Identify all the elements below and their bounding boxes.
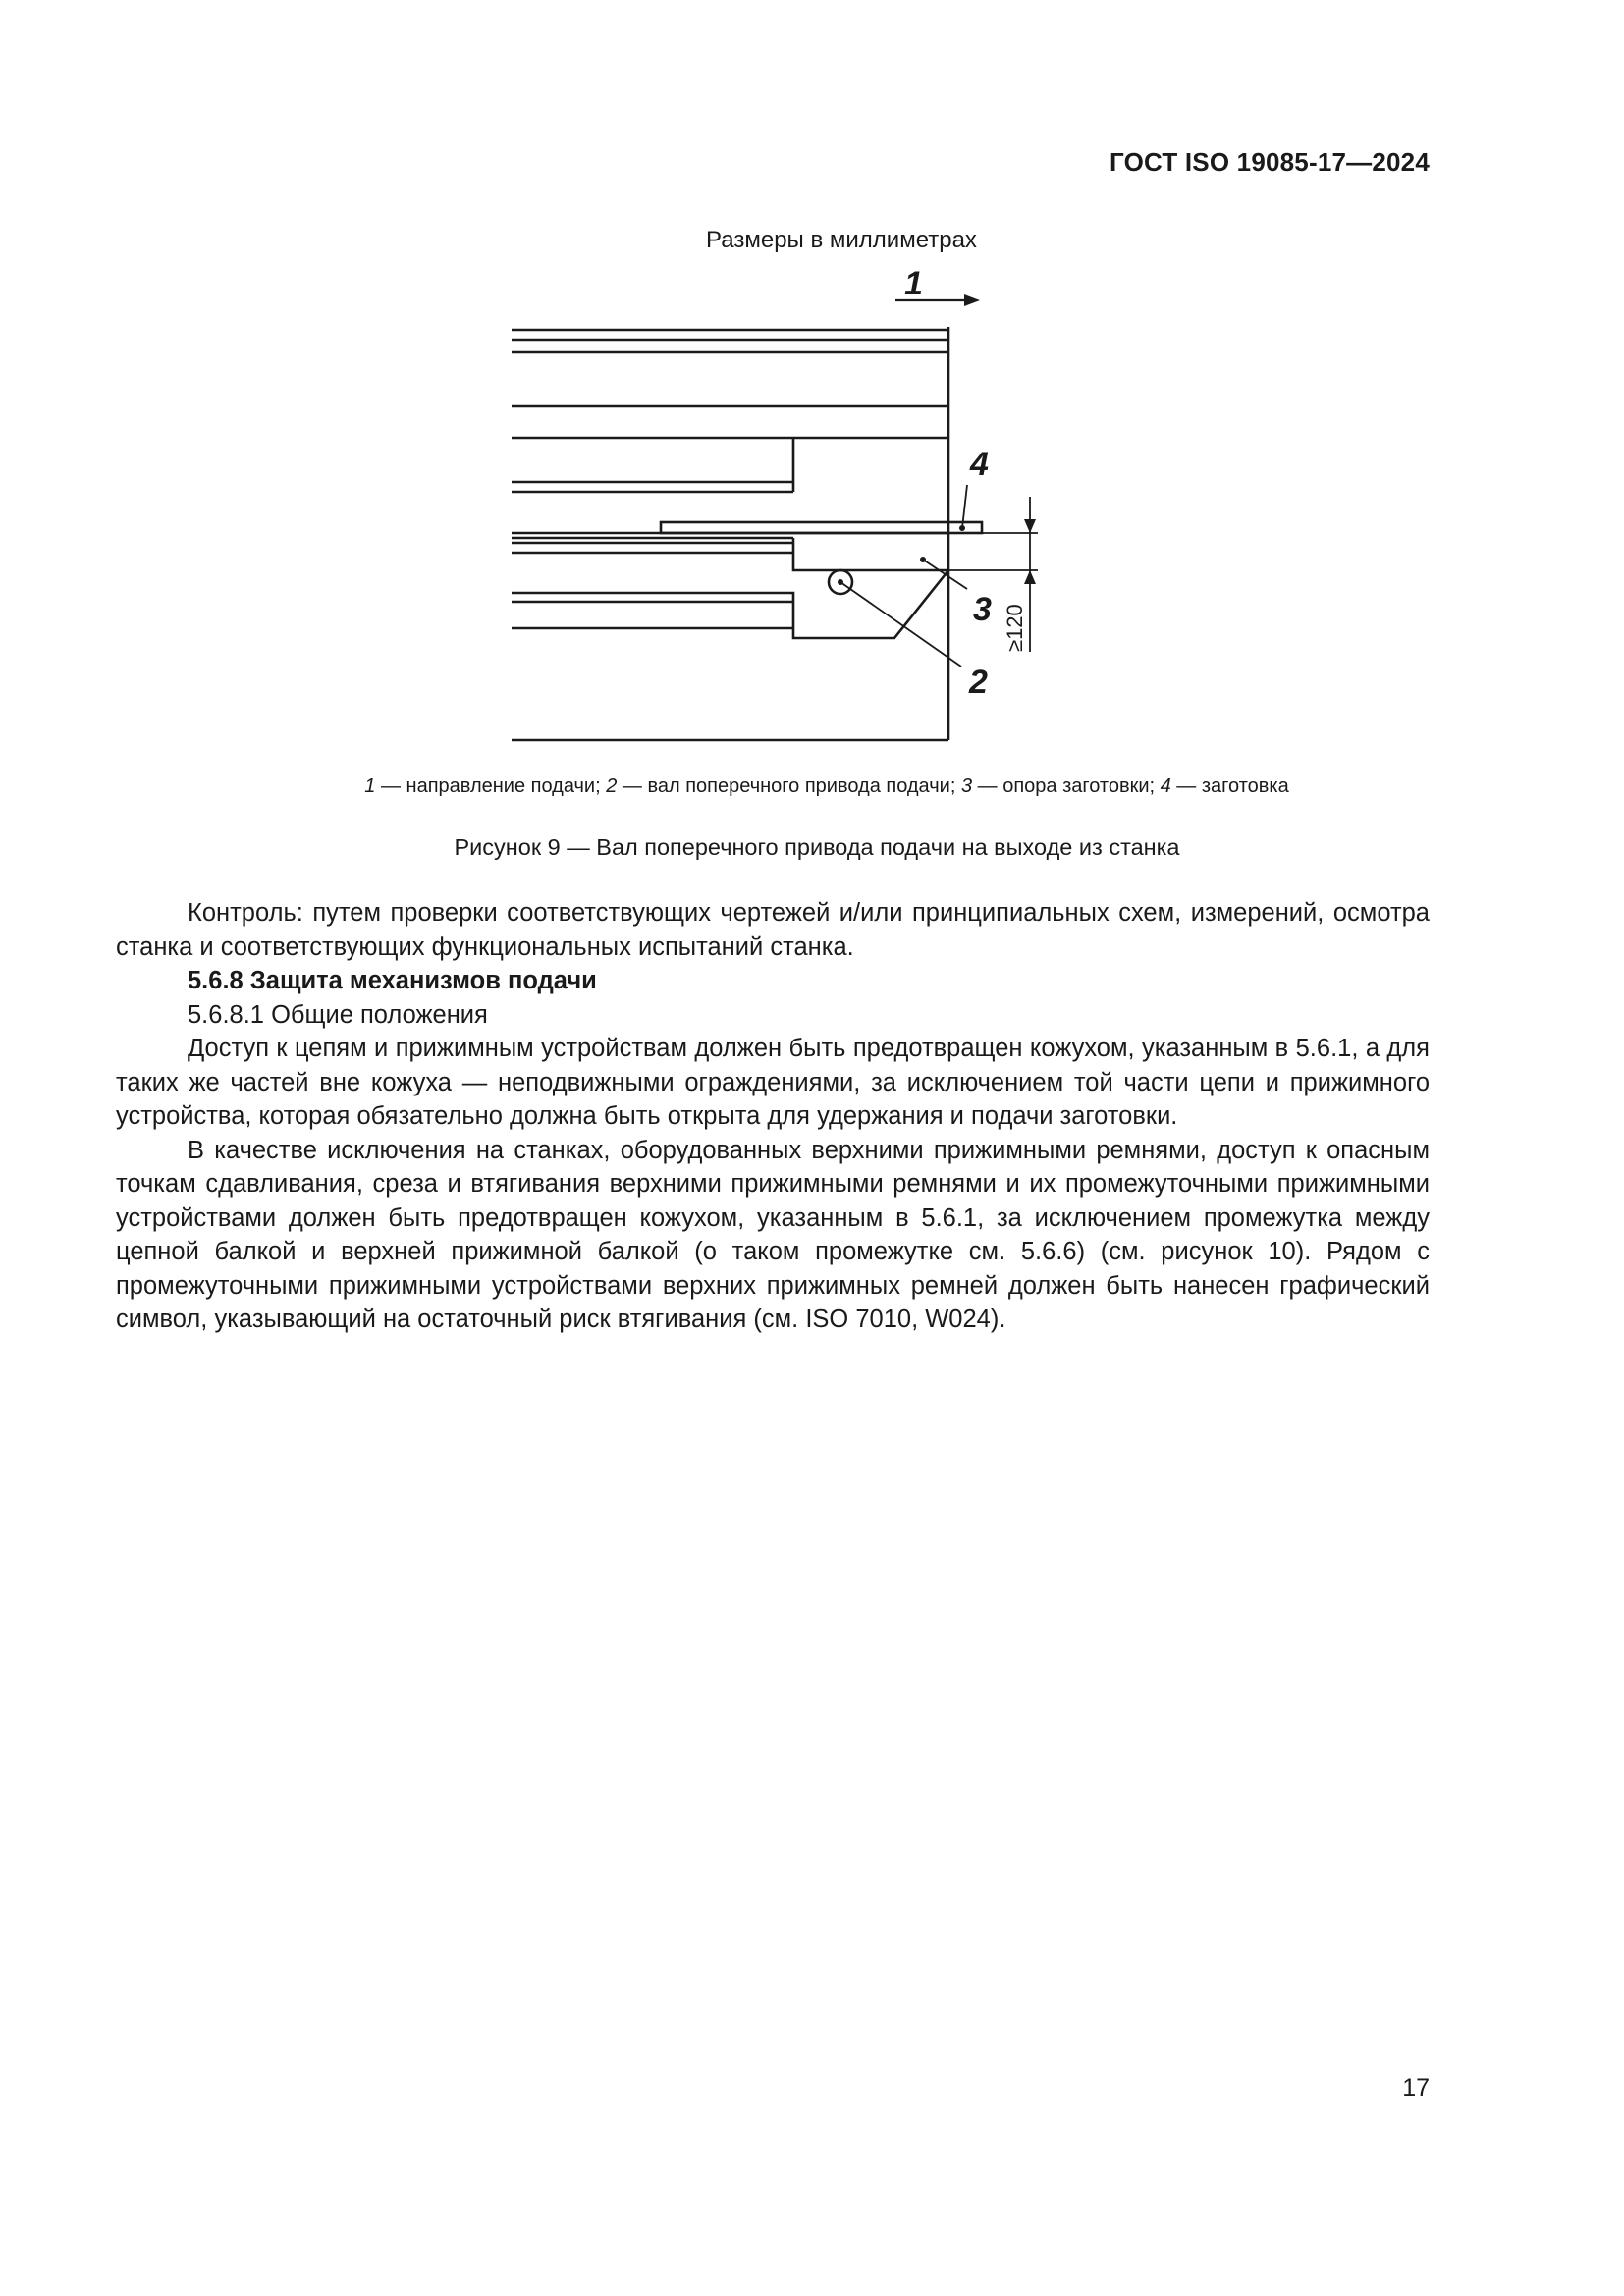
legend-text-2: — вал поперечного привода подачи; — [617, 775, 961, 797]
legend-text-3: — опора заготовки; — [972, 775, 1161, 797]
legend-num-2: 2 — [606, 775, 618, 797]
leader-dot — [838, 579, 843, 585]
feed-direction-arrowhead — [964, 294, 980, 306]
legend-text-1: — направление подачи; — [375, 775, 607, 797]
paragraph-exception: В качестве исключения на станках, оборудованных верхними прижимными ремнями, доступ к опасным точкам сдавливания, среза и втягивания верхними прижимными ремнями и их промежуточными прижимными устройствами должен быть предотвращен кожухом, указанным в 5.6.1, за исключением промежутка между цепной балкой и верхней прижимной балкой (о таком промежутке см. 5.6.6) (см. рисунок 10). Рядом с промежуточными прижимными устройствами верхних прижимных ремней должен быть нанесен графический символ, указывающий на остаточный риск втягивания (см. ISO 7010, W024). — [116, 1136, 1430, 1333]
dimension-label: ≥120 — [1002, 604, 1027, 652]
paragraph-access: Доступ к цепям и прижимным устройствам должен быть предотвращен кожухом, указанным в 5.6.1, а для таких же частей вне кожуха — неподвижными ограждениями, за исключением той части цепи и прижимного устройства, которая обязательно должна быть открыта для удержания и подачи заготовки. — [116, 1035, 1430, 1130]
leader-line-3 — [923, 560, 967, 589]
figure-caption: Рисунок 9 — Вал поперечного привода подачи на выходе из станка — [454, 834, 1180, 860]
leader-line-2 — [840, 582, 961, 667]
subsection-heading: 5.6.8.1 Общие положения — [188, 1000, 488, 1029]
legend-text-4: — заготовка — [1170, 775, 1289, 797]
legend-num-4: 4 — [1160, 775, 1171, 797]
callout-2: 2 — [969, 664, 988, 701]
leader-dot — [920, 557, 926, 562]
callout-1: 1 — [904, 265, 923, 302]
callout-3: 3 — [973, 591, 992, 628]
standard-code: ГОСТ ISO 19085-17—2024 — [1110, 147, 1430, 177]
leader-dot — [959, 525, 965, 531]
dimensions-note: Размеры в миллиметрах — [706, 227, 977, 253]
workpiece-support — [793, 538, 948, 570]
page-number: 17 — [1402, 2074, 1430, 2102]
workpiece-plate — [661, 522, 982, 533]
dimension-arrowhead — [1024, 570, 1036, 584]
callout-4: 4 — [970, 446, 989, 483]
figure-legend — [0, 775, 1624, 798]
legend-num-3: 3 — [960, 775, 973, 797]
legend-num-1: 1 — [364, 775, 376, 797]
figure-9-drawing — [0, 0, 1624, 785]
body-text — [116, 896, 1430, 1337]
paragraph-control: Контроль: путем проверки соответствующих чертежей и/или принципиальных схем, измерений, осмотра станка и соответствующих функциональных испытаний станка. — [116, 899, 1430, 961]
section-heading: 5.6.8 Защита механизмов подачи — [188, 967, 597, 994]
dimension-arrowhead — [1024, 519, 1036, 533]
